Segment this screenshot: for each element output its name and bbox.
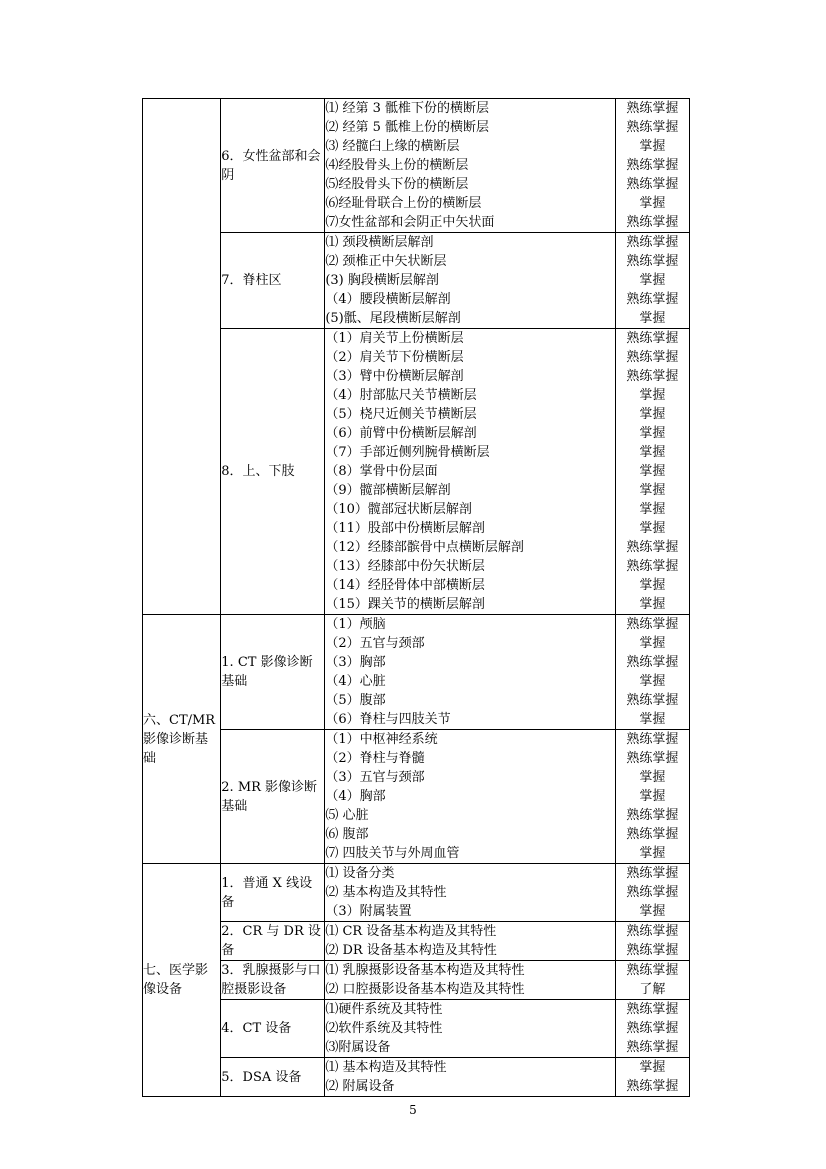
requirement-cell (615, 864, 689, 922)
requirement-level: 熟练掌握 (626, 924, 679, 939)
section-title: 4．CT 设备 (221, 1000, 325, 1058)
content-item: ⑹经耻骨联合上份的横断层 (325, 196, 482, 211)
content-item: （5）腹部 (325, 693, 386, 708)
section-title: 5．DSA 设备 (221, 1058, 325, 1097)
requirement-level: 掌握 (639, 1060, 666, 1075)
requirement-level: 了解 (639, 982, 666, 997)
requirement-level: 掌握 (639, 502, 666, 517)
content-item: （4）肘部肱尺关节横断层 (325, 388, 477, 403)
content-cell (325, 922, 615, 961)
content-item: （4）心脏 (325, 674, 386, 689)
content-item: （14）经胫骨体中部横断层 (325, 578, 485, 593)
content-item: ⑵ DR 设备基本构造及其特性 (325, 943, 497, 958)
requirement-cell (615, 961, 689, 1000)
requirement-level: 掌握 (639, 388, 666, 403)
content-item: ⑶附属设备 (325, 1040, 391, 1055)
requirement-level: 熟练掌握 (626, 559, 679, 574)
content-item: ⑵ 经第 5 骶椎上份的横断层 (325, 120, 489, 135)
content-item: ⑸经股骨头下份的横断层 (325, 177, 469, 192)
content-item: ⑵ 颈椎正中矢状断层 (325, 254, 447, 269)
requirement-cell (615, 1058, 689, 1097)
content-item: ⑵ 基本构造及其特性 (325, 885, 447, 900)
content-item: （15）踝关节的横断层解剖 (325, 597, 485, 612)
syllabus-table-body (143, 99, 690, 1097)
content-item: ⑸ 心脏 (325, 808, 369, 823)
requirement-level: 熟练掌握 (626, 235, 679, 250)
section-title: 7．脊柱区 (221, 233, 325, 329)
requirement-level: 掌握 (639, 196, 666, 211)
module-title: 六、CT/MR影像诊断基础 (143, 615, 221, 864)
content-item: ⑺女性盆部和会阴正中矢状面 (325, 215, 495, 230)
section-row (143, 329, 690, 615)
content-item: （11）股部中份横断层解剖 (325, 521, 485, 536)
requirement-level: 掌握 (639, 597, 666, 612)
requirement-level: 掌握 (639, 311, 666, 326)
content-cell (325, 233, 615, 329)
content-item: （6）脊柱与四肢关节 (325, 712, 451, 727)
requirement-level: 熟练掌握 (626, 693, 679, 708)
content-item: (3) 胸段横断层解剖 (325, 273, 439, 288)
content-item: ⑴ 基本构造及其特性 (325, 1060, 447, 1075)
requirement-level: 熟练掌握 (626, 1002, 679, 1017)
content-item: ⑶ 经髋臼上缘的横断层 (325, 139, 460, 154)
content-item: ⑵ 口腔摄影设备基本构造及其特性 (325, 982, 525, 997)
content-item: ⑷经股骨头上份的横断层 (325, 158, 469, 173)
requirement-level: 熟练掌握 (626, 655, 679, 670)
requirement-cell (615, 233, 689, 329)
requirement-level: 掌握 (639, 483, 666, 498)
requirement-cell (615, 615, 689, 730)
requirement-level: 熟练掌握 (626, 1040, 679, 1055)
section-row (143, 961, 690, 1000)
requirement-cell (615, 1000, 689, 1058)
requirement-level: 掌握 (639, 770, 666, 785)
syllabus-table (142, 98, 690, 1097)
content-item: （2）脊柱与脊髓 (325, 751, 425, 766)
requirement-level: 掌握 (639, 846, 666, 861)
module-title (143, 99, 221, 615)
requirement-level: 熟练掌握 (626, 101, 679, 116)
section-title: 1. CT 影像诊断基础 (221, 615, 325, 730)
content-item: ⑴ CR 设备基本构造及其特性 (325, 924, 497, 939)
content-cell (325, 864, 615, 922)
section-row (143, 730, 690, 864)
section-row (143, 864, 690, 922)
content-item: （1）中枢神经系统 (325, 732, 438, 747)
requirement-level: 掌握 (639, 445, 666, 460)
module-title: 七、医学影像设备 (143, 864, 221, 1097)
requirement-level: 掌握 (639, 712, 666, 727)
requirement-level: 熟练掌握 (626, 827, 679, 842)
content-item: ⑴ 经第 3 骶椎下份的横断层 (325, 101, 489, 116)
content-item: ⑴ 颈段横断层解剖 (325, 235, 434, 250)
content-item: （4）腰段横断层解剖 (325, 292, 451, 307)
content-item: （10）髋部冠状断层解剖 (325, 502, 472, 517)
content-item: （4）胸部 (325, 789, 386, 804)
content-item: (5)骶、尾段横断层解剖 (325, 311, 461, 326)
section-title: 3．乳腺摄影与口腔摄影设备 (221, 961, 325, 1000)
content-cell (325, 730, 615, 864)
requirement-level: 掌握 (639, 464, 666, 479)
requirement-level: 熟练掌握 (626, 177, 679, 192)
requirement-level: 熟练掌握 (626, 254, 679, 269)
content-item: （1）颅脑 (325, 617, 386, 632)
requirement-level: 熟练掌握 (626, 732, 679, 747)
content-cell (325, 99, 615, 233)
content-item: ⑵软件系统及其特性 (325, 1021, 443, 1036)
content-cell (325, 961, 615, 1000)
section-title: 2. MR 影像诊断基础 (221, 730, 325, 864)
content-cell (325, 1058, 615, 1097)
requirement-level: 掌握 (639, 904, 666, 919)
content-item: （5）桡尺近侧关节横断层 (325, 407, 477, 422)
requirement-level: 熟练掌握 (626, 158, 679, 173)
requirement-level: 熟练掌握 (626, 751, 679, 766)
requirement-level: 熟练掌握 (626, 369, 679, 384)
requirement-level: 熟练掌握 (626, 885, 679, 900)
requirement-level: 掌握 (639, 789, 666, 804)
requirement-level: 熟练掌握 (626, 540, 679, 555)
content-item: （1）肩关节上份横断层 (325, 331, 464, 346)
section-row (143, 1000, 690, 1058)
content-item: （7）手部近侧列腕骨横断层 (325, 445, 490, 460)
requirement-level: 熟练掌握 (626, 120, 679, 135)
content-item: （12）经膝部髌骨中点横断层解剖 (325, 540, 524, 555)
section-row (143, 1058, 690, 1097)
content-item: ⑴ 乳腺摄影设备基本构造及其特性 (325, 963, 525, 978)
requirement-level: 熟练掌握 (626, 808, 679, 823)
requirement-level: 熟练掌握 (626, 1021, 679, 1036)
requirement-level: 熟练掌握 (626, 292, 679, 307)
section-title: 1．普通 X 线设备 (221, 864, 325, 922)
content-item: ⑵ 附属设备 (325, 1079, 395, 1094)
requirement-level: 掌握 (639, 674, 666, 689)
content-item: ⑹ 腹部 (325, 827, 369, 842)
requirement-level: 掌握 (639, 407, 666, 422)
section-row (143, 233, 690, 329)
content-cell (325, 615, 615, 730)
content-item: ⑴ 设备分类 (325, 866, 395, 881)
content-item: ⑺ 四肢关节与外周血管 (325, 846, 460, 861)
content-item: （3）附属装置 (325, 904, 412, 919)
content-item: （9）髋部横断层解剖 (325, 483, 451, 498)
content-cell (325, 1000, 615, 1058)
requirement-cell (615, 922, 689, 961)
requirement-level: 掌握 (639, 426, 666, 441)
requirement-level: 掌握 (639, 273, 666, 288)
requirement-cell (615, 99, 689, 233)
section-row (143, 615, 690, 730)
requirement-level: 熟练掌握 (626, 943, 679, 958)
requirement-level: 掌握 (639, 636, 666, 651)
content-item: （13）经膝部中份矢状断层 (325, 559, 485, 574)
content-item: （2）五官与颈部 (325, 636, 425, 651)
requirement-level: 熟练掌握 (626, 350, 679, 365)
requirement-level: 掌握 (639, 578, 666, 593)
content-item: ⑴硬件系统及其特性 (325, 1002, 443, 1017)
requirement-level: 熟练掌握 (626, 215, 679, 230)
requirement-level: 熟练掌握 (626, 1079, 679, 1094)
requirement-level: 熟练掌握 (626, 617, 679, 632)
requirement-cell (615, 329, 689, 615)
content-cell (325, 329, 615, 615)
content-item: （2）肩关节下份横断层 (325, 350, 464, 365)
section-row (143, 99, 690, 233)
content-item: （3）胸部 (325, 655, 386, 670)
content-item: （3）五官与颈部 (325, 770, 425, 785)
content-item: （6）前臂中份横断层解剖 (325, 426, 477, 441)
requirement-level: 熟练掌握 (626, 963, 679, 978)
section-title: 2．CR 与 DR 设备 (221, 922, 325, 961)
section-title: 6．女性盆部和会阴 (221, 99, 325, 233)
content-item: （3）臂中份横断层解剖 (325, 369, 464, 384)
requirement-level: 掌握 (639, 139, 666, 154)
page-number: 5 (409, 1103, 417, 1117)
section-row (143, 922, 690, 961)
requirement-level: 熟练掌握 (626, 866, 679, 881)
section-title: 8．上、下肢 (221, 329, 325, 615)
content-item: （8）掌骨中份层面 (325, 464, 438, 479)
requirement-level: 熟练掌握 (626, 331, 679, 346)
requirement-cell (615, 730, 689, 864)
requirement-level: 掌握 (639, 521, 666, 536)
